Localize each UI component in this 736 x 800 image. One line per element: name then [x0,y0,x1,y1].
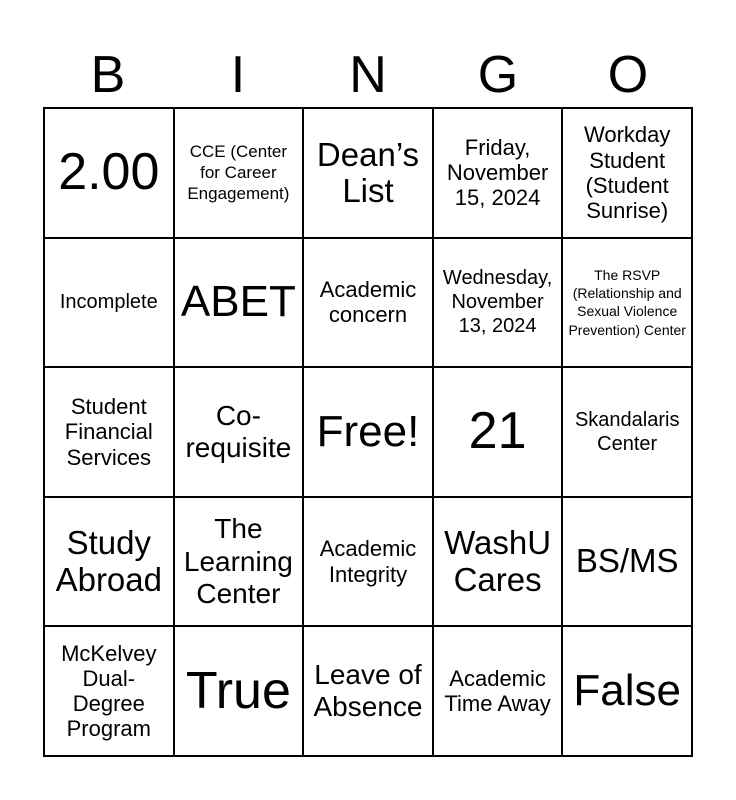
bingo-cell-r3c4[interactable]: 21 [434,368,564,498]
bingo-cell-r5c1[interactable]: McKelvey Dual-Degree Program [45,627,175,757]
header-letter-g: G [477,46,519,104]
bingo-cell-r4c2[interactable]: The Learning Center [175,498,305,628]
bingo-cell-r2c3[interactable]: Academic concern [304,239,434,369]
bingo-cell-r5c4[interactable]: Academic Time Away [434,627,564,757]
bingo-cell-r4c5[interactable]: BS/MS [563,498,693,628]
header-letter-b: B [90,46,126,104]
bingo-cell-r4c1[interactable]: Study Abroad [45,498,175,628]
bingo-cell-r4c3[interactable]: Academic Integrity [304,498,434,628]
bingo-cell-r1c3[interactable]: Dean’s List [304,109,434,239]
header-letter-o: O [607,46,649,104]
bingo-cell-r3c2[interactable]: Co-requisite [175,368,305,498]
bingo-cell-r2c2[interactable]: ABET [175,239,305,369]
free-space[interactable]: Free! [304,368,434,498]
bingo-header [43,44,693,106]
bingo-cell-r1c4[interactable]: Friday, November 15, 2024 [434,109,564,239]
bingo-cell-r5c2[interactable]: True [175,627,305,757]
bingo-cell-r5c5[interactable]: False [563,627,693,757]
bingo-cell-r1c1[interactable]: 2.00 [45,109,175,239]
bingo-cell-r3c1[interactable]: Student Financial Services [45,368,175,498]
bingo-cell-r1c5[interactable]: Workday Student (Student Sunrise) [563,109,693,239]
bingo-cell-r4c4[interactable]: WashU Cares [434,498,564,628]
bingo-cell-r2c1[interactable]: Incomplete [45,239,175,369]
bingo-card [43,107,693,757]
bingo-cell-r2c4[interactable]: Wednesday, November 13, 2024 [434,239,564,369]
bingo-cell-r2c5[interactable]: The RSVP (Relationship and Sexual Violence Prevention) Center [563,239,693,369]
header-letter-n: N [349,46,387,104]
header-letter-i: I [230,46,246,104]
bingo-cell-r3c5[interactable]: Skandalaris Center [563,368,693,498]
bingo-cell-r5c3[interactable]: Leave of Absence [304,627,434,757]
bingo-cell-r1c2[interactable]: CCE (Center for Career Engagement) [175,109,305,239]
